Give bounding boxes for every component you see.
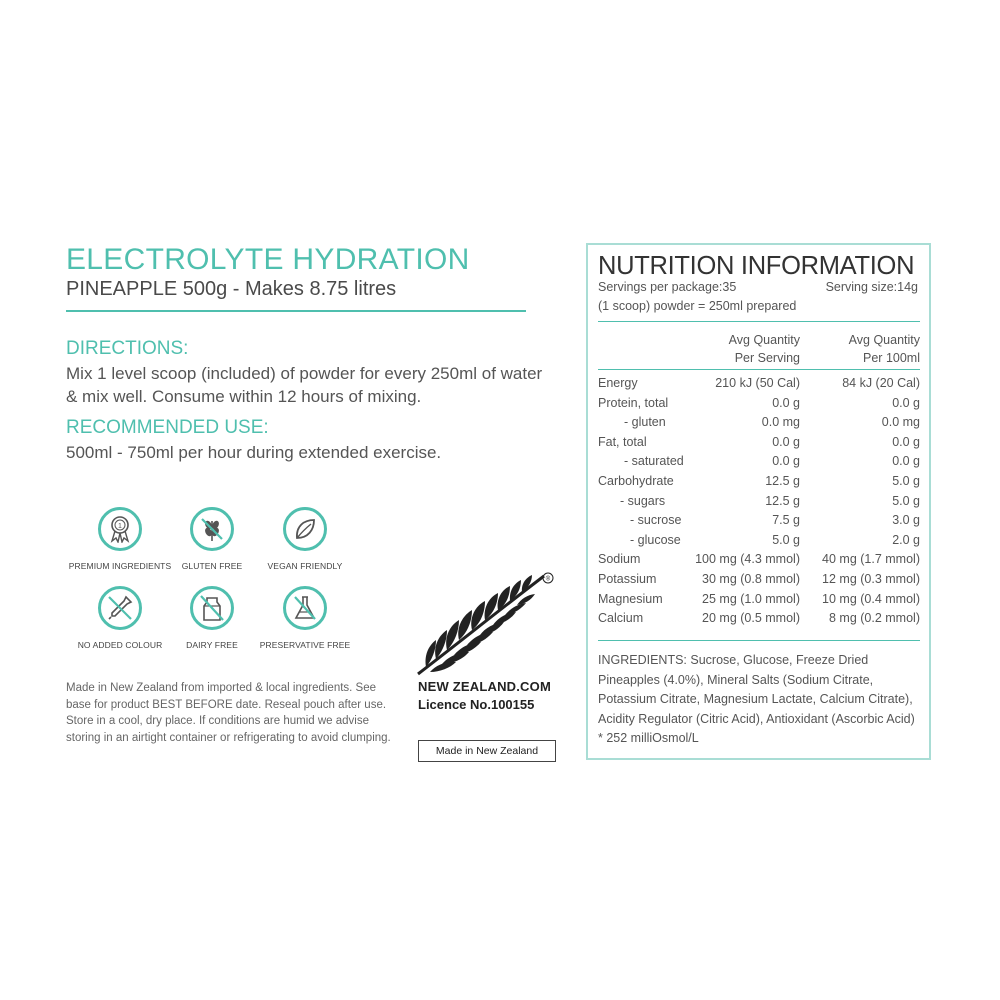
title-divider [66,310,526,312]
nutrient-name: Fat, total [598,434,647,449]
nutrient-per-serving: 0.0 mg [761,415,800,430]
nutrient-per-serving: 100 mg (4.3 mmol) [695,552,800,567]
nutrient-per-100ml: 2.0 g [892,532,920,547]
nutrient-per-serving: 12.5 g [765,474,800,488]
ingredients-list: INGREDIENTS: Sucrose, Glucose, Freeze Dried Pineapples (4.0%), Mineral Salts (Sodium Citrate, Potassium Citrate, Magnesium Lactate, Calcium Citrate), Acidity Regulator (Citric Acid), Antioxidant (Ascorbic Acid) * 252 milliOsmol/L [598,653,915,746]
wheat-crossed-icon [190,507,234,551]
nutrition-row [598,533,920,553]
storage-footnote: Made in New Zealand from imported & local ingredients. See base for product BEST BEFORE date. Reseal pouch after use. Store in a cool, dry place. If conditions are humid we advise storing in an airtight container or refrigerating to avoid clumping. [66,682,391,744]
badge-label: GLUTEN FREE [181,561,243,571]
nutrient-per-serving: 25 mg (1.0 mmol) [702,591,800,606]
nutrition-row [598,415,920,435]
nutrient-name: Protein, total [598,395,669,410]
nutrient-per-100ml: 0.0 g [892,454,920,469]
nutrient-per-serving: 30 mg (0.8 mmol) [702,572,800,586]
nutrition-row [598,454,920,474]
licence-number: Licence No.100155 [418,697,535,712]
nutrition-row [598,435,920,455]
nutrition-row [598,552,920,572]
nutrient-per-100ml: 10 mg (0.4 mmol) [822,591,920,606]
nutrient-per-serving: 20 mg (0.5 mmol) [702,611,800,626]
nutrition-divider [598,640,920,641]
serving-size: Serving size:14g [825,280,918,294]
nutrient-per-serving: 5.0 g [772,532,800,547]
badge-label: NO ADDED COLOUR [77,640,163,650]
nutrition-row [598,494,920,514]
nutrition-row [598,376,920,396]
product-subtitle: PINEAPPLE 500g - Makes 8.75 litres [66,278,397,300]
badge-label: VEGAN FRIENDLY [267,561,343,571]
nutrient-per-serving: 12.5 g [765,493,800,508]
nutrient-per-serving: 7.5 g [772,513,800,528]
nutrition-row [598,474,920,494]
nutrient-per-serving: 210 kJ (50 Cal) [715,376,800,390]
badge-preservative-free [245,586,365,650]
ribbon-medal-icon [98,507,142,551]
nutrient-name: - sugars [620,493,666,508]
badge-label: PRESERVATIVE FREE [259,640,351,650]
leaf-icon [283,507,327,551]
made-in-nz-box: Made in New Zealand [418,740,556,762]
directions-heading: DIRECTIONS: [66,338,189,359]
badge-vegan-friendly [245,507,365,571]
badge-label: PREMIUM INGREDIENTS [68,561,172,571]
nutrient-name: Calcium [598,611,644,626]
silver-fern-icon [412,568,562,688]
nutrient-per-100ml: 8 mg (0.2 mmol) [829,611,920,626]
nutrient-name: Energy [598,376,638,390]
flask-icon [283,586,327,630]
nutrition-row [598,513,920,533]
nutrient-name: Magnesium [598,591,663,606]
nutrient-per-100ml: 5.0 g [892,474,920,488]
dropper-icon [98,586,142,630]
nutrient-per-100ml: 12 mg (0.3 mmol) [822,572,920,586]
nutrient-per-serving: 0.0 g [772,454,800,469]
nutrition-row [598,592,920,612]
scoop-note: (1 scoop) powder = 250ml prepared [598,299,797,313]
nutrient-name: Sodium [598,552,641,567]
nutrient-per-100ml: 0.0 mg [881,415,920,430]
directions-text: Mix 1 level scoop (included) of powder for every 250ml of water & mix well. Consume within 12 hours of mixing. [66,364,543,406]
recommended-heading: RECOMMENDED USE: [66,417,269,438]
nutrient-name: - sucrose [630,513,682,528]
nutrient-name: - glucose [630,532,681,547]
nutrient-name: Potassium [598,572,657,586]
nutrient-per-100ml: 0.0 g [892,395,920,410]
nutrition-divider [598,369,920,370]
nutrient-per-100ml: 84 kJ (20 Cal) [842,376,920,390]
nutrition-divider [598,321,920,322]
nutrition-row [598,396,920,416]
badge-label: DAIRY FREE [186,640,238,650]
nutrition-row [598,611,920,631]
nutrient-per-100ml: 5.0 g [892,493,920,508]
nutrition-title: NUTRITION INFORMATION [598,252,915,280]
nutrient-name: - gluten [624,415,666,430]
milk-carton-icon [190,586,234,630]
col-header-per-serving: Avg Quantity Per Serving [728,333,800,365]
nutrient-per-serving: 0.0 g [772,395,800,410]
product-title: ELECTROLYTE HYDRATION [66,243,470,276]
nz-website: NEW ZEALAND.COM [418,679,551,694]
nutrient-per-serving: 0.0 g [772,434,800,449]
svg-text:1: 1 [118,523,122,530]
nutrition-row [598,572,920,592]
nutrient-name: - saturated [624,454,684,469]
nutrient-per-100ml: 40 mg (1.7 mmol) [822,552,920,567]
nutrient-per-100ml: 3.0 g [892,513,920,528]
nutrient-per-100ml: 0.0 g [892,434,920,449]
col-header-per-100ml: Avg Quantity Per 100ml [848,333,920,365]
registered-mark: ® [545,576,551,583]
servings-per-package: Servings per package:35 [598,280,737,294]
nutrient-name: Carbohydrate [598,474,674,488]
recommended-text: 500ml - 750ml per hour during extended exercise. [66,443,442,462]
